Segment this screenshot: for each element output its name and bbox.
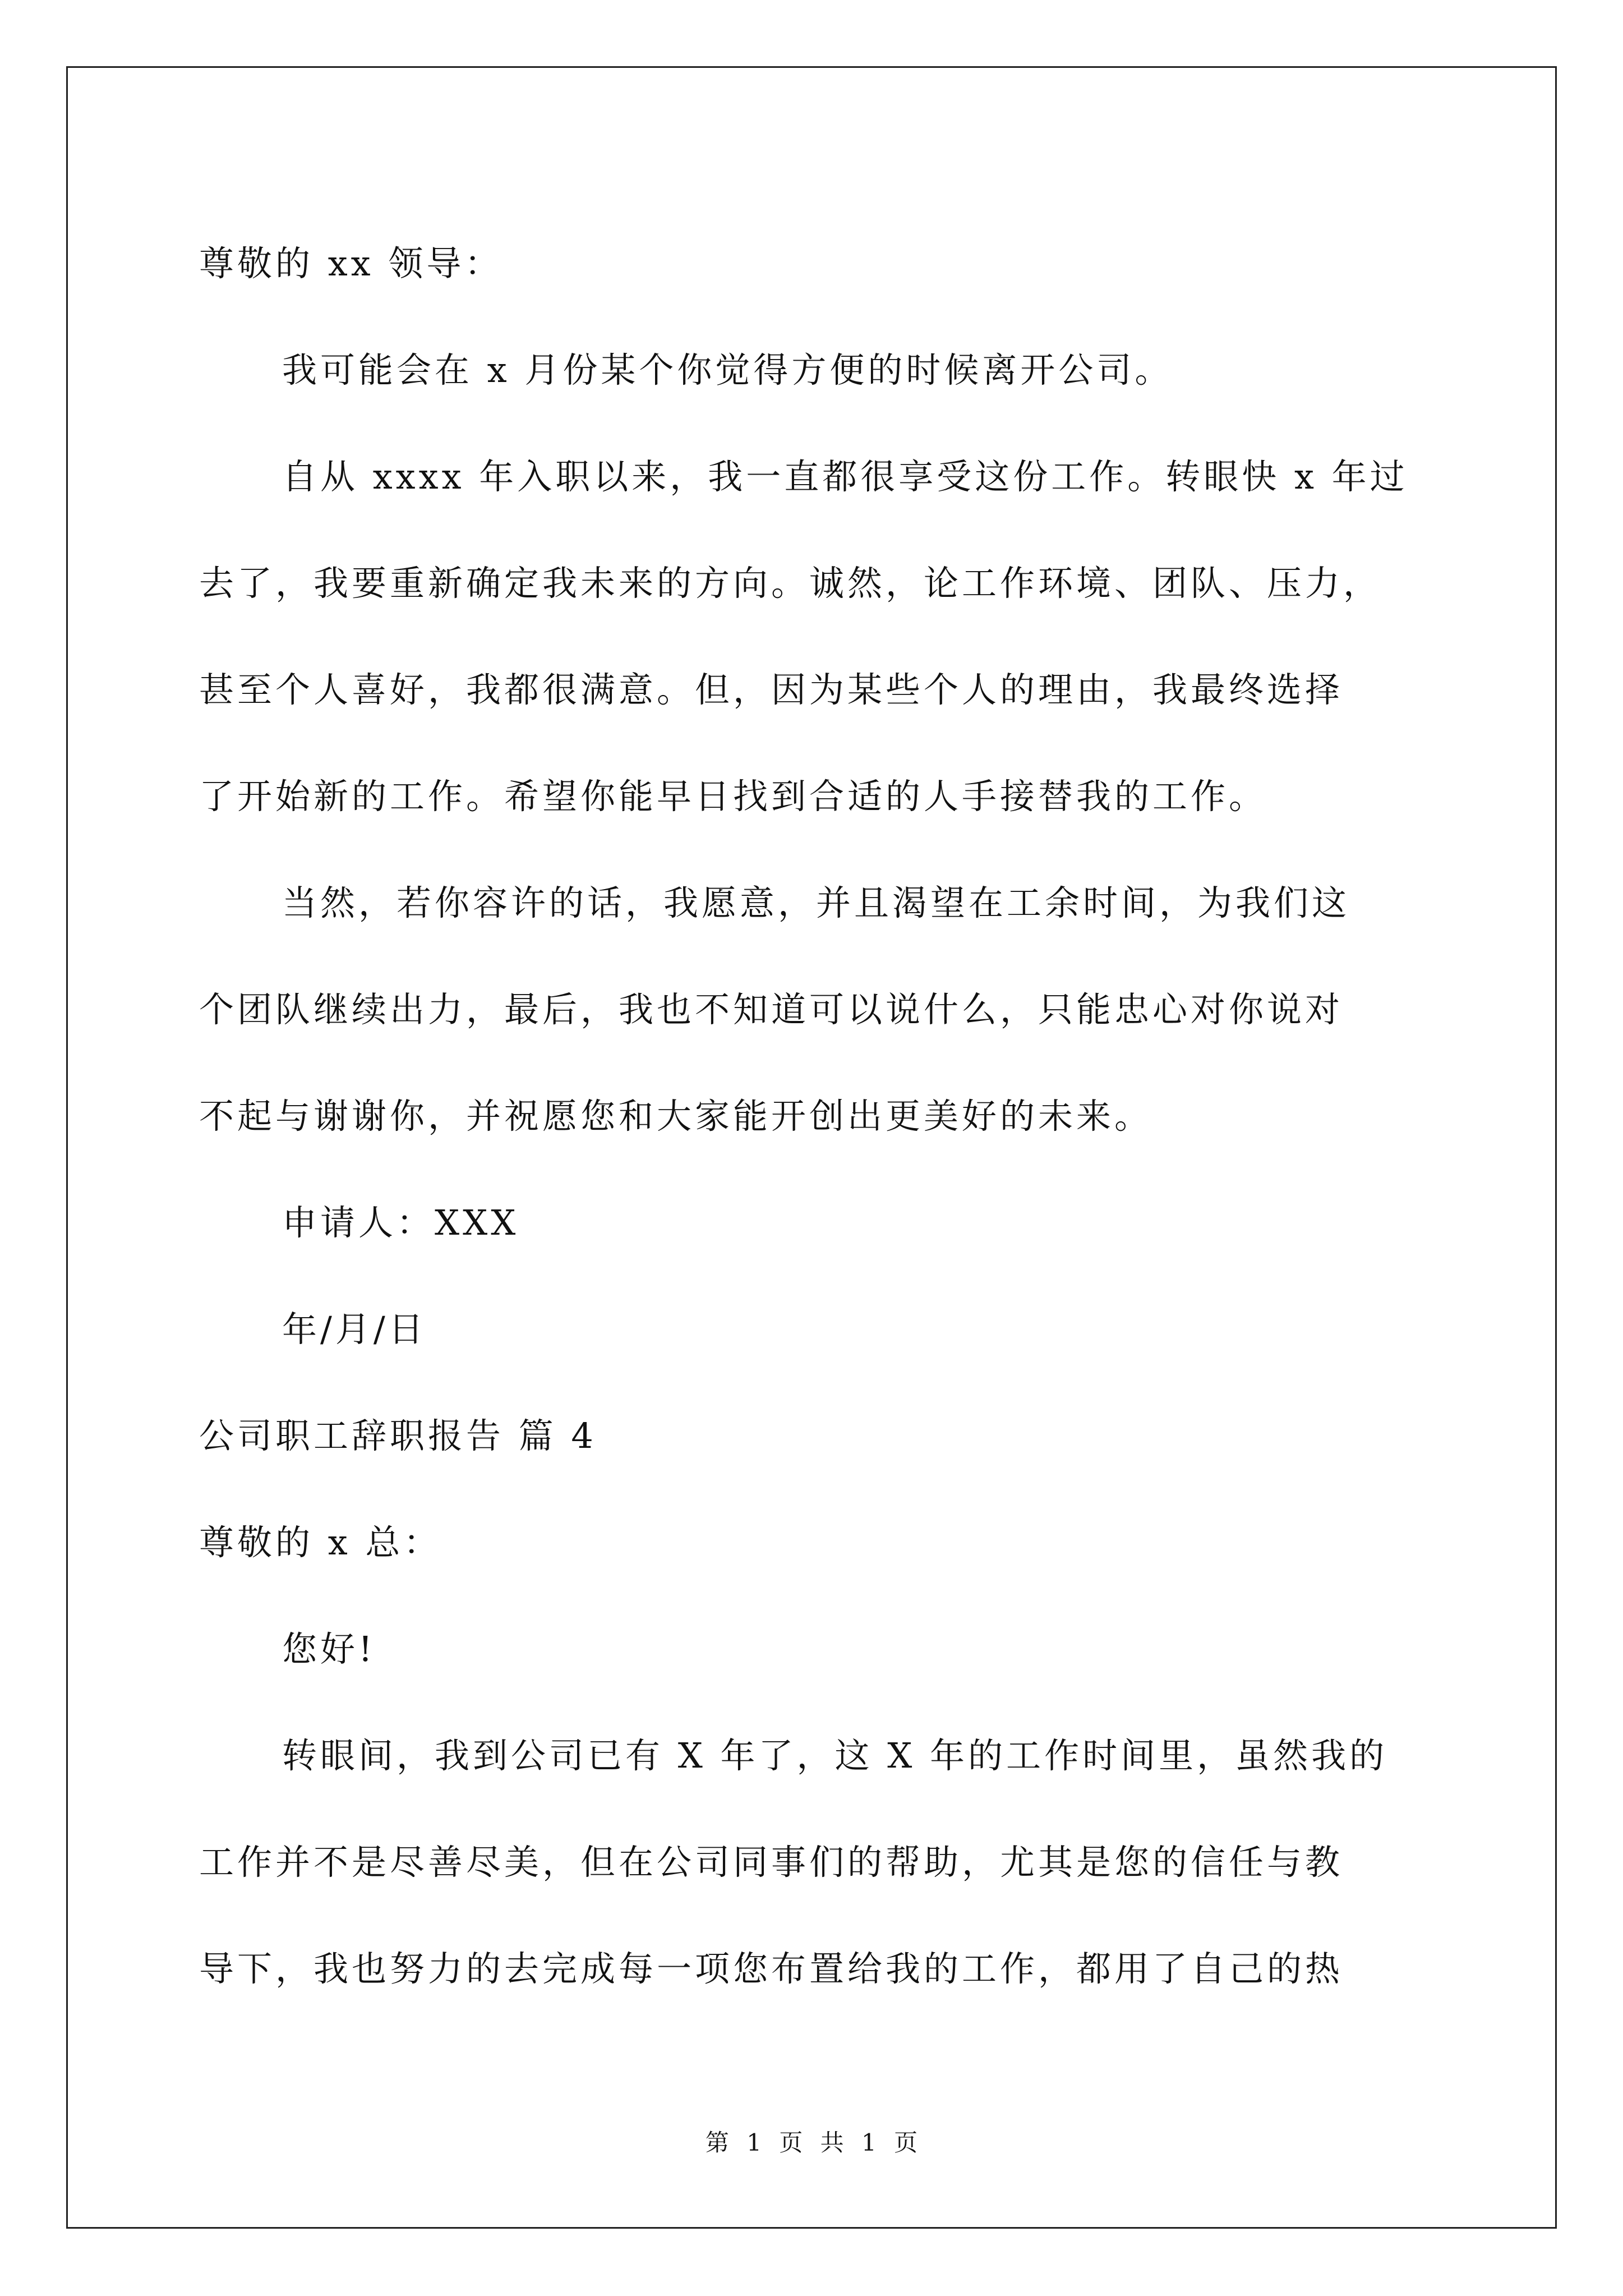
applicant-line: 申请人：XXX: [282, 1202, 519, 1243]
paragraph-line: 甚至个人喜好，我都很满意。但，因为某些个人的理由，我最终选择: [199, 669, 1344, 710]
paragraph-line: 我可能会在 x 月份某个你觉得方便的时候离开公司。: [282, 349, 1173, 390]
section-heading: 公司职工辞职报告 篇 4: [199, 1415, 597, 1456]
page-number-footer: 第 1 页 共 1 页: [705, 2129, 918, 2156]
paragraph-line: 自从 xxxx 年入职以来，我一直都很享受这份工作。转眼快 x 年过: [282, 456, 1408, 497]
paragraph-line: 个团队继续出力，最后，我也不知道可以说什么，只能忠心对你说对: [199, 989, 1344, 1030]
document-body: [199, 210, 1430, 2022]
paragraph-line: 导下，我也努力的去完成每一项您布置给我的工作，都用了自己的热: [199, 1948, 1344, 1989]
paragraph-line: 转眼间，我到公司已有 X 年了，这 X 年的工作时间里，虽然我的: [282, 1735, 1388, 1776]
paragraph-line: 工作并不是尽善尽美，但在公司同事们的帮助，尤其是您的信任与教: [199, 1842, 1344, 1883]
salutation-2: 尊敬的 x 总：: [199, 1522, 442, 1563]
paragraph-line: 当然，若你容许的话，我愿意，并且渴望在工余时间，为我们这: [282, 882, 1350, 923]
paragraph-line: 去了，我要重新确定我未来的方向。诚然，论工作环境、团队、压力，: [199, 563, 1382, 604]
paragraph-line: 不起与谢谢你，并祝愿您和大家能开创出更美好的未来。: [199, 1096, 1153, 1137]
greeting-line: 您好!: [282, 1628, 376, 1669]
paragraph-line: 了开始新的工作。希望你能早日找到合适的人手接替我的工作。: [199, 776, 1267, 817]
date-line: 年/月/日: [282, 1309, 427, 1350]
salutation-1: 尊敬的 xx 领导：: [199, 243, 503, 284]
